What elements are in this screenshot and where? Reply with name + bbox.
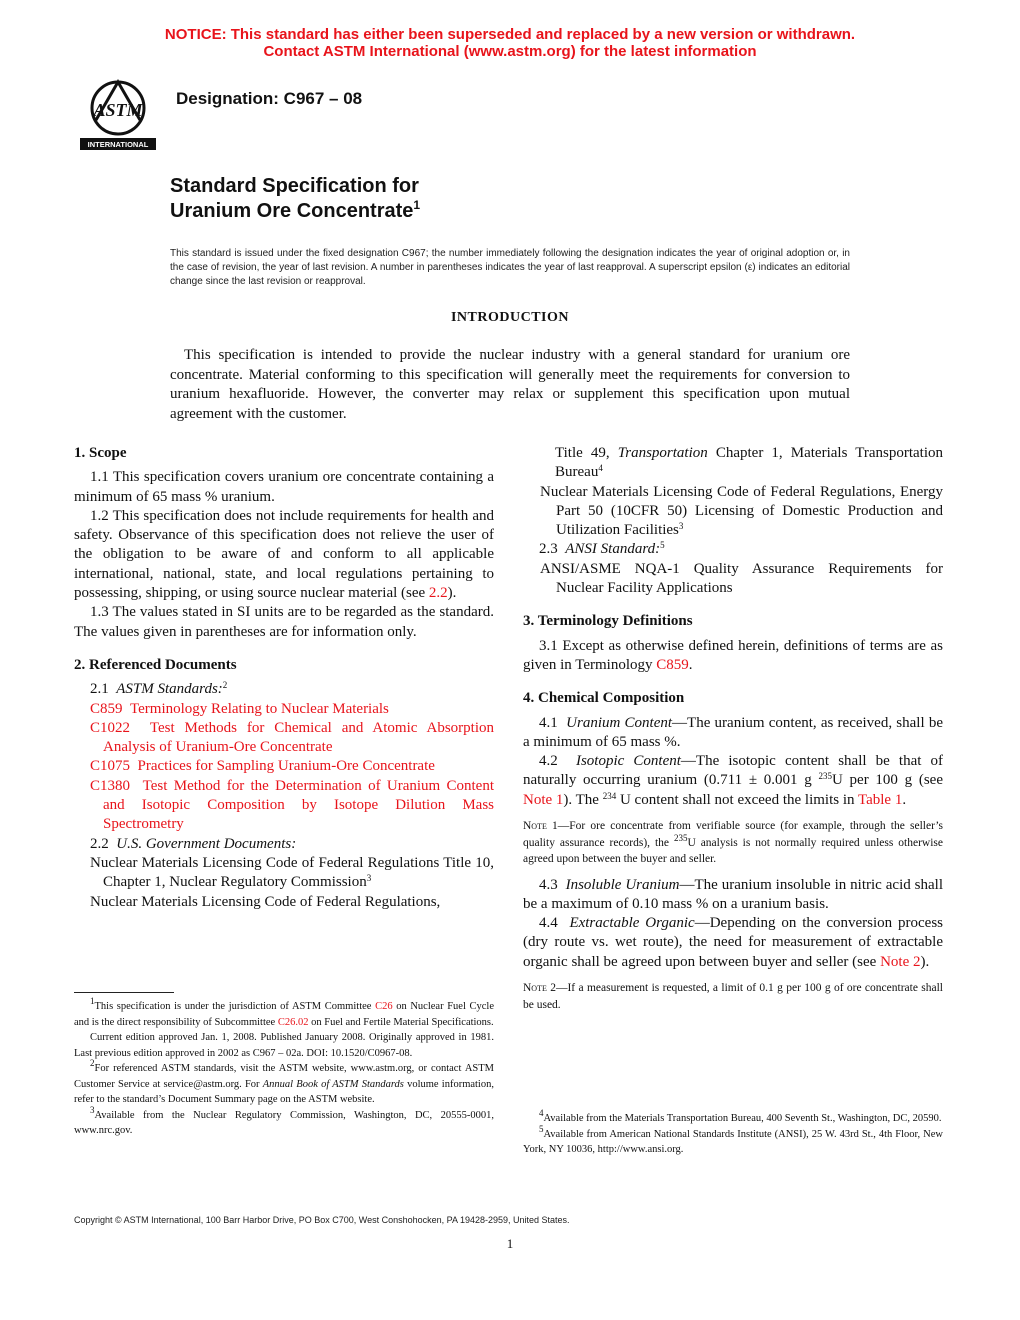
note-2-label: Note 2 [523,982,556,995]
fn4-sup: 4 [539,1108,544,1118]
ansi-label-sup[interactable]: 5 [660,540,665,551]
gov-ref-1-sup[interactable]: 3 [366,873,372,884]
fn1-sup: 1 [90,996,95,1006]
logo-text: ASTM [93,100,143,120]
gov-ref-3 [523,483,943,541]
gov-ref-2-start: Nuclear Materials Licensing Code of Federal Regulations, [90,893,441,910]
link-note-2[interactable]: Note 2 [880,953,921,970]
footnote-5 [523,1123,943,1158]
paragraph-4-1 [523,714,943,753]
note-1 [523,818,943,868]
p42-b: U per 100 g (see [831,772,943,789]
ref-title[interactable]: Practices for Sampling Uranium-Ore Concentrate [137,758,435,775]
p43-text: —The uranium insoluble in nitric acid shall be a maximum of 0.10 mass % on a uranium basis. [523,876,943,912]
fn3-sup: 3 [90,1104,95,1115]
logo-subtext: INTERNATIONAL [87,140,149,149]
note-2 [523,980,943,1013]
astm-logo-icon [76,76,160,152]
p42-a: —The isotopic content shall be that of naturally occurring uranium (0.711 ± 0.001 g [523,753,943,789]
p31-tail: . [688,656,693,673]
fn2-ital: Annual Book of ASTM Standards [262,1078,404,1090]
gov-label: U.S. Government Documents: [116,835,297,852]
p43-num: 4.3 [539,876,558,893]
fn1-c: on Fuel and Fertile Material Specifications. [308,1016,494,1028]
ref-title[interactable]: Test Methods for Chemical and Atomic Absorption Analysis of Uranium-Ore Concentrate [103,719,494,756]
p12-tail: ). [447,585,457,602]
footnote-3 [74,1104,494,1139]
gov-ref-3-sup[interactable]: 3 [678,521,684,532]
note-1-b: U analysis is not normally required unless otherwise agreed upon between the buyer and seller. [523,836,944,866]
section-heading-scope: 1. Scope [74,445,127,461]
introduction-text: This specification is intended to provide the nuclear industry with a general standard for uranium ore concentrate. Material conforming to this specification will generally meet the requirements for conversion to uranium hexafluoride. However, the converter may relax or supplement this specification upon mutual agreement with the customer. [170,347,850,422]
p41-ital: Uranium Content [566,714,673,731]
p31-text: 3.1 Except as otherwise defined herein, definitions of terms are as given in Terminology [523,637,943,673]
p41-text: —The uranium content, as received, shall be a minimum of 65 mass %. [523,714,943,750]
ansi-ref-1: ANSI/ASME NQA-1 Quality Assurance Requirements for Nuclear Facility Applications [540,560,943,597]
p42-num: 4.2 [539,753,558,770]
section-heading-chemical-composition: 4. Chemical Composition [523,690,685,707]
p44-num: 4.4 [539,915,558,932]
p43-ital: Insoluble Uranium [565,876,680,893]
gov2-post: Chapter 1, Materials Transportation Bureau [555,445,944,481]
p42-d: U content shall not exceed the limits in [616,791,858,808]
p12-text: 1.2 This specification does not include requirements for health and safety. Observance of this specification does not relieve the user of the obligation to be aware of and conform to all applicable international, national, state, and local regulations pertaining to possessing, shipping, or using source nuclear material (see [74,507,494,602]
section-heading-referenced-documents: 2. Referenced Documents [74,656,237,673]
title-line-1: Standard Specification for [170,175,419,197]
footnote-4 [523,1108,943,1127]
footnote-2 [74,1058,494,1108]
gov-ref-2-cont [523,444,943,483]
fn1-a: This specification is under the jurisdiction of ASTM Committee [94,1001,376,1012]
gov-ref-1-text: Nuclear Materials Licensing Code of Federal Regulations Title 10, Chapter 1, Nuclear Regulatory Commission [90,854,494,891]
paragraph-1-3: 1.3 The values stated in SI units are to be regarded as the standard. The values given in parentheses are for information only. [74,604,494,640]
footnote-1-edition: Current edition approved Jan. 1, 2008. Published January 2008. Originally approved in 1981. Last previous edition approved in 2002 as C967 – 02a. DOI: 10.1520/C0967-08. [74,1032,494,1059]
footnotes-left [74,992,494,1139]
p42-sup2: 234 [602,790,617,801]
astm-label: ASTM Standards: [116,681,223,698]
notice-line-1: NOTICE: This standard has either been superseded and replaced by a new version or withdrawn. [164,26,856,43]
title-footnote-ref[interactable]: 1 [413,198,421,212]
paragraph-3-1 [523,637,943,676]
footnotes-right [523,1108,943,1158]
p44-ital: Extractable Organic [569,915,695,932]
fn5-text: Available from American National Standards Institute (ANSI), 25 W. 43rd St., 4th Floor, New York, NY 10036, http://www.ansi.org. [523,1128,943,1155]
paragraph-4-3 [523,876,943,915]
copyright-line: Copyright © ASTM International, 100 Barr Harbor Drive, PO Box C700, West Conshohocken, PA 19428-2959, United States. [74,1215,570,1225]
ref-title[interactable]: Test Method for the Determination of Uranium Content and Isotopic Composition by Isotope Dilution Mass Spectrometry [103,777,494,833]
designation: Designation: C967 – 08 [176,89,363,108]
ref-code[interactable]: C1380 [90,777,131,794]
fn2-b: volume information, refer to the standard’s Document Summary page on the ASTM website. [74,1078,494,1105]
document-title [170,174,420,224]
gov-label-num: 2.2 [90,835,109,852]
paragraph-1-1: 1.1 This specification covers uranium ore concentrate containing a minimum of 65 mass % uranium. [74,469,494,505]
note-1-label: Note 1 [523,820,558,833]
astm-label-sup[interactable]: 2 [222,680,228,691]
ref-c1380[interactable] [74,777,494,835]
left-column [74,444,494,912]
ref-code[interactable]: C859 [90,700,123,717]
title-line-2-text: Uranium Ore Concentrate [170,200,414,222]
link-c859[interactable]: C859 [656,656,689,673]
link-c26[interactable]: C26 [375,1001,393,1012]
gov2-sup[interactable]: 4 [598,463,603,474]
p42-sup1: 235 [818,771,832,782]
p44-b: ). [920,953,930,970]
ref-c1075[interactable] [74,757,494,776]
p42-ital: Isotopic Content [575,753,681,770]
boilerplate-text: This standard is issued under the fixed designation C967; the number immediately following the designation indicates the year of original adoption or, in the case of revision, the year of last revision. A number in parentheses indicates the year of last reapproval. A superscript epsilon (ε) indicates an editorial change since the last revision or reapproval. [170,248,850,287]
fn1-b: on Nuclear Fuel Cycle and is the direct responsibility of Subcommittee [74,1001,494,1028]
gov2-pre: Title 49, [555,445,618,461]
gov-ref-3-text: Nuclear Materials Licensing Code of Federal Regulations, Energy Part 50 (10CFR 50) Licensing of Domestic Production and Utilization Facilities [540,483,943,539]
astm-label-num: 2.1 [90,681,109,698]
link-2-2[interactable]: 2.2 [428,585,448,602]
title-line-2 [170,199,420,224]
gov2-ital: Transportation [617,445,708,461]
p41-num: 4.1 [539,714,558,731]
ansi-standard-label [523,540,943,559]
note-2-text: —If a measurement is requested, a limit of 0.1 g per 100 g of ore concentrate shall be used. [523,982,944,1011]
paragraph-4-2 [523,752,943,810]
link-table-1[interactable]: Table 1 [857,791,903,808]
p42-e: . [902,791,907,808]
footnote-rule [74,992,174,993]
ansi-label-num: 2.3 [539,541,558,558]
ref-c859[interactable] [74,700,494,719]
link-c26-02[interactable]: C26.02 [277,1016,309,1028]
fn3-text: Available from the Nuclear Regulatory Commission, Washington, DC, 20555-0001, www.nrc.gov. [74,1109,494,1136]
paragraph-4-4 [523,914,943,972]
note-1-sup: 235 [673,832,688,843]
footnote-1 [74,996,494,1030]
notice-line-2: Contact ASTM International (www.astm.org) for the latest information [263,43,757,60]
ref-code[interactable]: C1022 [90,719,131,736]
paragraph-1-2 [74,507,494,603]
p44-a: —Depending on the conversion process (dry route vs. wet route), the need for measurement of extractable organic shall be agreed upon between buyer and seller (see [523,915,944,970]
fn2-a: For referenced ASTM standards, visit the ASTM website, www.astm.org, or contact ASTM Customer Service at service@astm.org. For [74,1063,494,1090]
fn5-sup: 5 [539,1123,544,1134]
ref-c1022[interactable] [74,719,494,758]
ref-code[interactable]: C1075 [90,758,131,775]
page-number: 1 [506,1236,514,1251]
introduction-heading: INTRODUCTION [450,310,569,325]
note-1-a: —For ore concentrate from verifiable source (for example, through the seller’s quality assurance records), the [523,820,943,849]
astm-standards-label [74,680,494,699]
withdrawal-notice [0,26,1020,60]
gov-documents-label [74,835,494,854]
fn4-text: Available from the Materials Transportation Bureau, 400 Seventh St., Washington, DC, 20590. [543,1113,942,1124]
section-heading-terminology: 3. Terminology Definitions [523,613,693,630]
right-column [523,444,943,1021]
p42-c: ). The [563,791,603,808]
fn2-sup: 2 [90,1058,95,1068]
ansi-label: ANSI Standard: [565,541,661,558]
ref-title[interactable]: Terminology Relating to Nuclear Materials [130,700,389,717]
gov-ref-1 [74,854,494,893]
link-note-1[interactable]: Note 1 [523,791,564,808]
